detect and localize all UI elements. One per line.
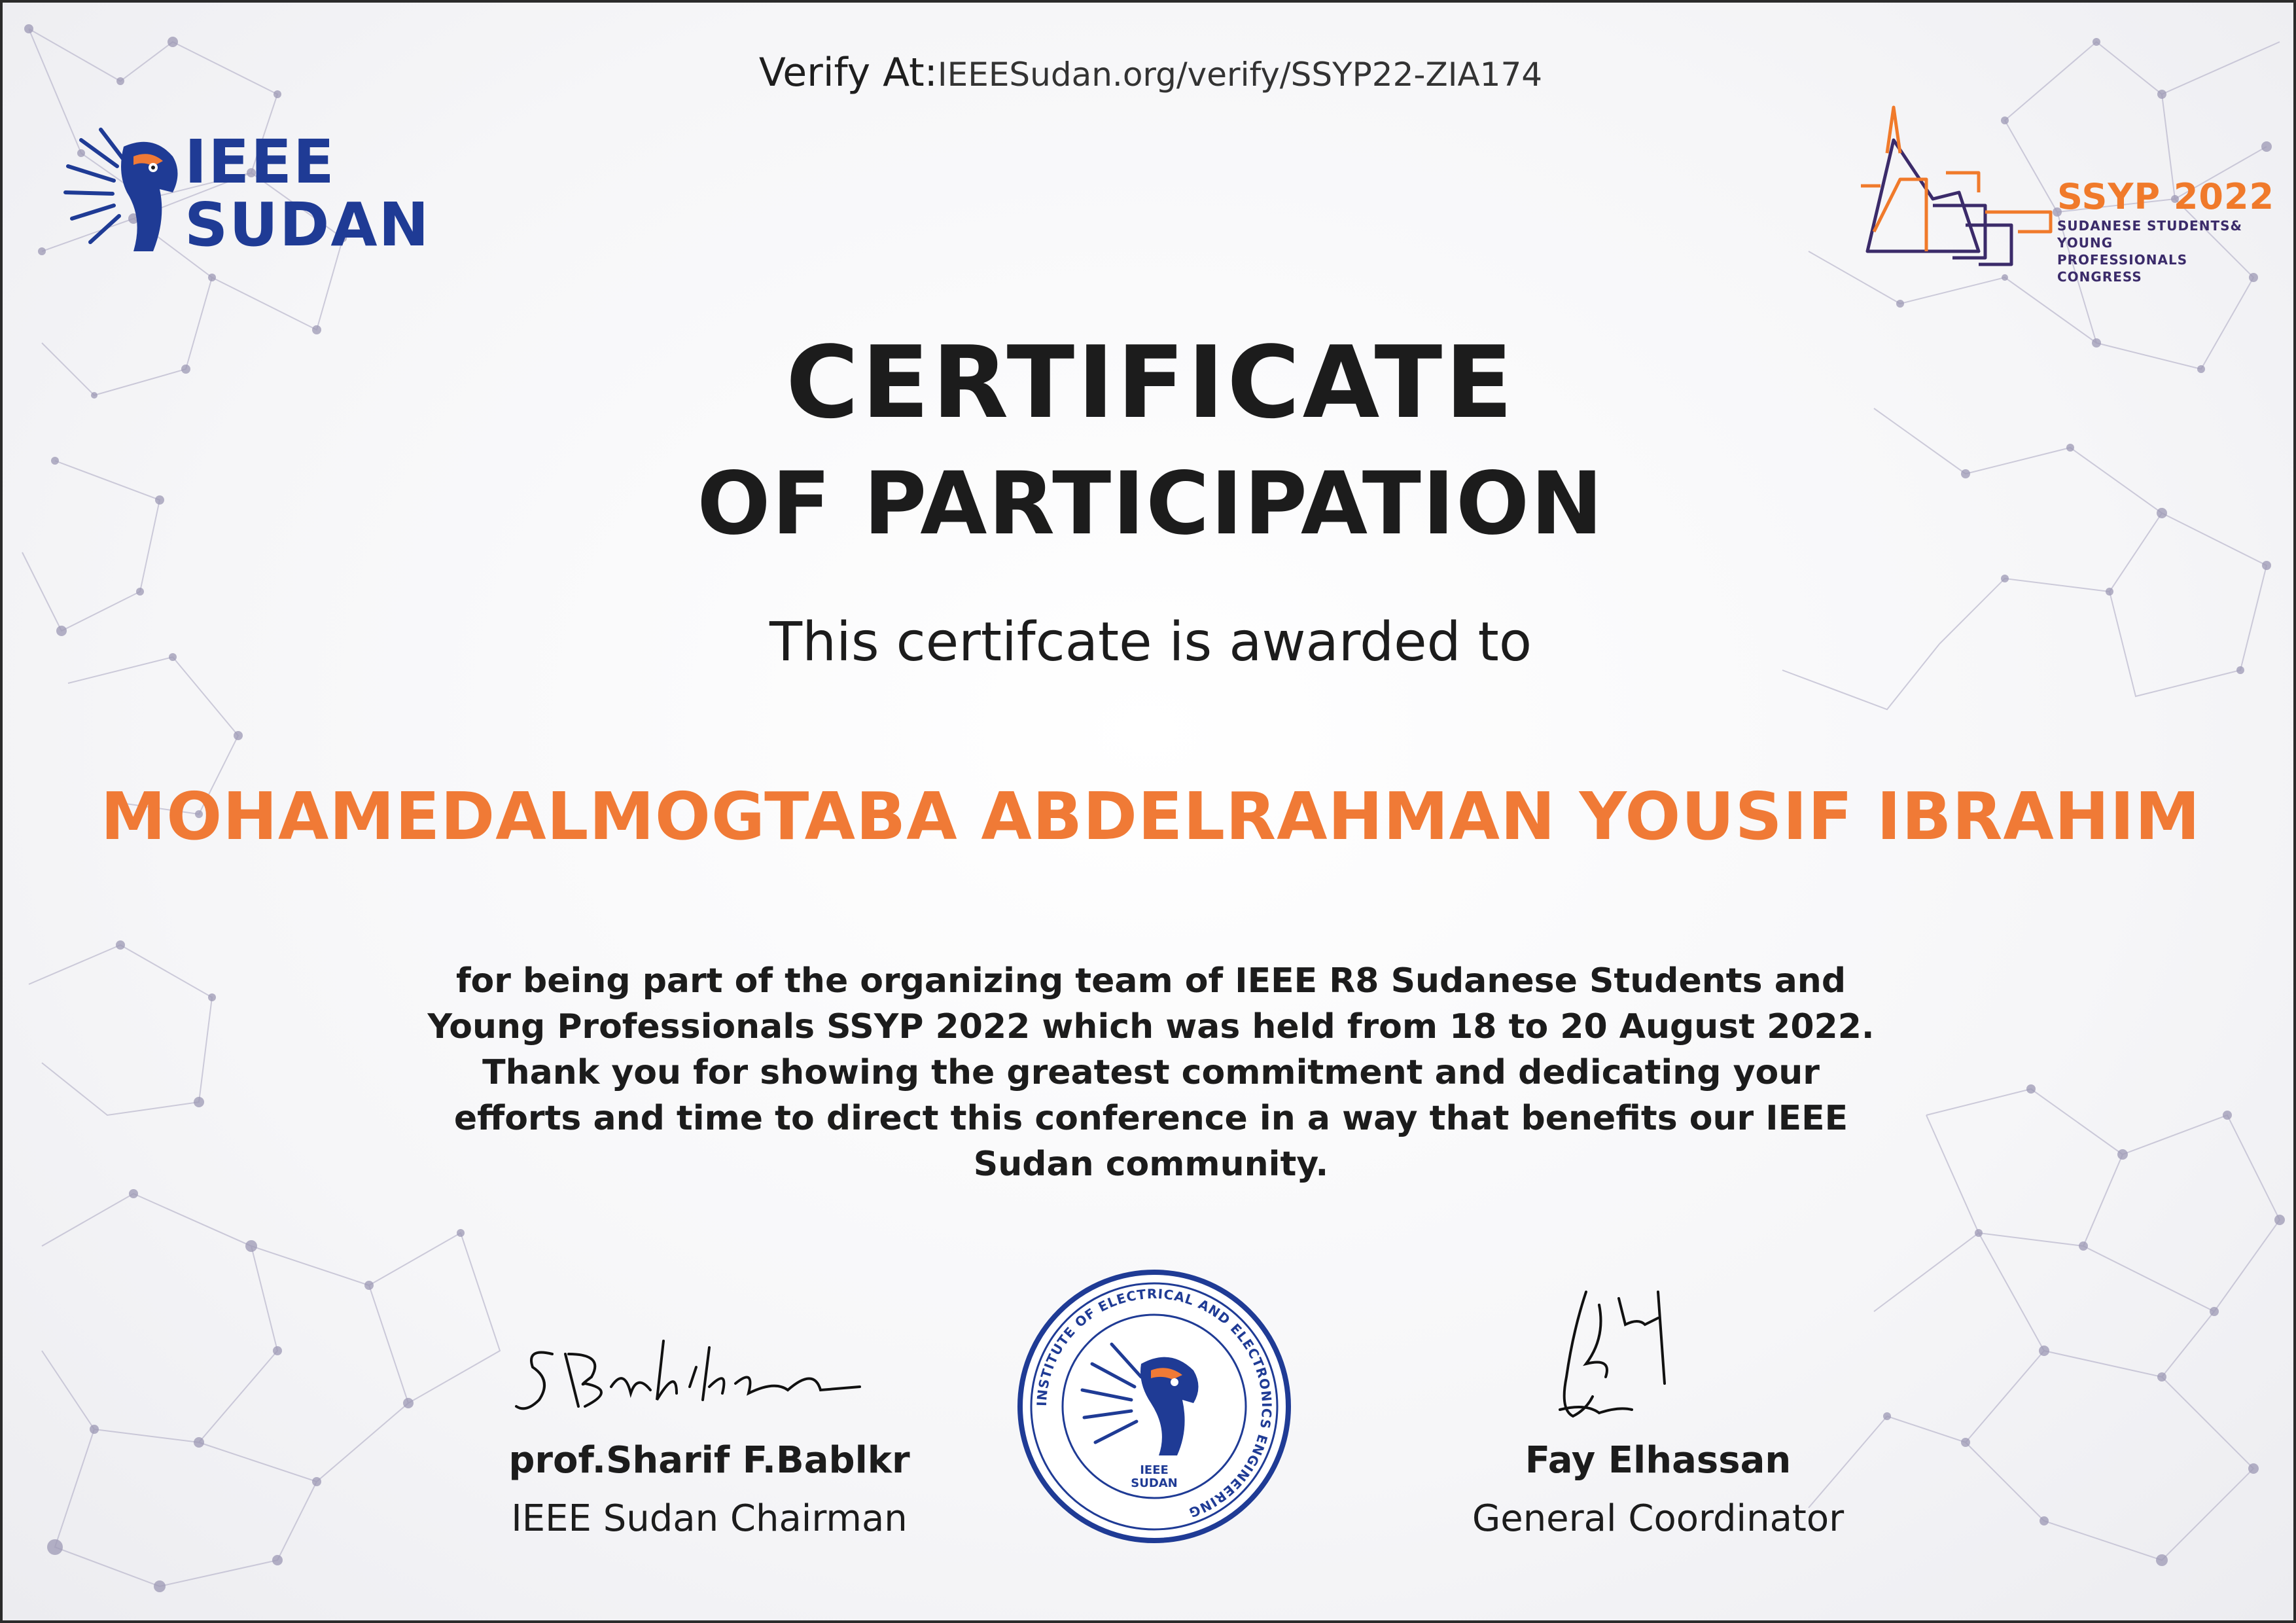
- signatory-role: General Coordinator: [1472, 1497, 1845, 1540]
- body-paragraph: Thank you for showing the greatest commitment and dedicating your efforts and time to direct this conference in a way that benefits our IEEE Sudan community.: [453, 1053, 1848, 1184]
- certificate-subtitle: OF PARTICIPATION: [697, 454, 1604, 554]
- falcon-icon: [62, 120, 186, 258]
- ssyp-building-icon: [1854, 101, 2057, 297]
- signatory-role: IEEE Sudan Chairman: [511, 1497, 908, 1540]
- logo-line-sudan: SUDAN: [185, 190, 431, 260]
- ieee-sudan-seal: [1014, 1266, 1295, 1547]
- ssyp-title: SSYP 2022: [2057, 176, 2275, 217]
- ssyp-sub-line: SUDANESE STUDENTS&: [2057, 218, 2242, 234]
- recipient-name: MOHAMEDALMOGTABA ABDELRAHMAN YOUSIF IBRAHIM: [100, 778, 2201, 855]
- signatory-left: [461, 1439, 958, 1540]
- seal-center-line2: SUDAN: [1131, 1476, 1178, 1490]
- certificate-body: [421, 958, 1881, 1187]
- ssyp-2022-logo: [1854, 101, 2275, 297]
- signatory-right: [1409, 1439, 1907, 1540]
- verify-line: [3, 50, 2296, 96]
- ssyp-sub-line: CONGRESS: [2057, 269, 2142, 285]
- signatory-name: Fay Elhassan: [1525, 1439, 1792, 1482]
- verify-url[interactable]: IEEESudan.org/verify/SSYP22-ZIA174: [937, 56, 1543, 94]
- ssyp-subtitle: [2057, 217, 2247, 285]
- signatory-name: prof.Sharif F.Bablkr: [508, 1439, 910, 1482]
- ieee-sudan-logo: [62, 120, 431, 271]
- signature-right: [1534, 1279, 1704, 1429]
- awarded-text: This certifcate is awarded to: [769, 611, 1532, 673]
- body-paragraph: for being part of the organizing team of IEEE R8 Sudanese Students and Young Professionals SSYP 2022 which was held from 18 to 20 August 2022.: [427, 961, 1875, 1046]
- signature-left: [513, 1328, 866, 1426]
- seal-center-line1: IEEE: [1140, 1463, 1169, 1477]
- certificate-title: CERTIFICATE: [785, 325, 1516, 440]
- ssyp-sub-line: YOUNG PROFESSIONALS: [2057, 235, 2188, 268]
- verify-label: Verify At:: [758, 50, 938, 96]
- logo-line-ieee: IEEE: [185, 127, 336, 197]
- seal-ring-text: INSTITUTE OF ELECTRICAL AND ELECTRONICS ENGINEERING: [1033, 1285, 1275, 1521]
